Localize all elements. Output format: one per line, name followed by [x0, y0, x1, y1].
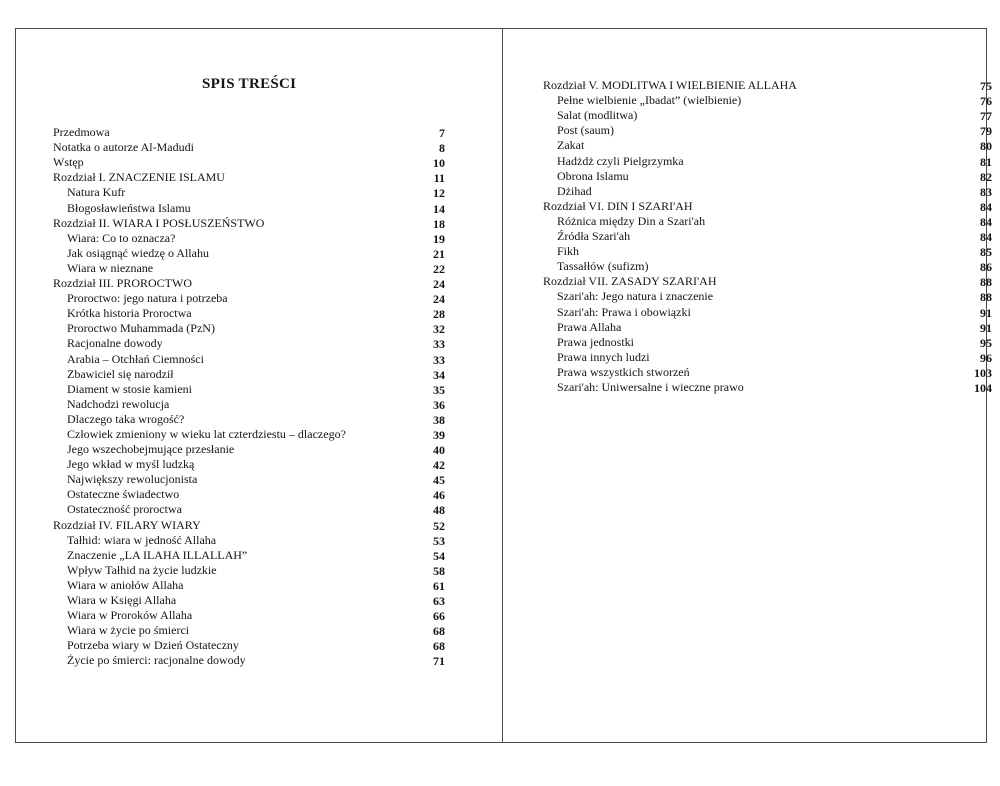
toc-entry-label: Rozdział VI. DIN I SZARI'AH	[543, 198, 693, 213]
toc-page-number: 80	[980, 139, 992, 154]
toc-page-number: 84	[980, 214, 992, 229]
toc-entry-label: Salat (modlitwa)	[557, 108, 638, 123]
toc-entry-label: Rozdział I. ZNACZENIE ISLAMU	[53, 170, 225, 185]
toc-page-number: 28	[433, 307, 445, 322]
book-spread	[15, 28, 992, 743]
toc-page-number: 58	[433, 563, 445, 578]
toc-page-number: 88	[980, 275, 992, 290]
toc-page-number: 18	[433, 216, 445, 231]
toc-entry-label: Rozdział V. MODLITWA I WIELBIENIE ALLAHA	[543, 78, 797, 93]
toc-page-number: 103	[974, 365, 992, 380]
toc-page-number: 24	[433, 292, 445, 307]
toc-page-number: 12	[433, 186, 445, 201]
toc-page-number: 33	[433, 337, 445, 352]
toc-entry-label: Ostateczność proroctwa	[67, 502, 182, 517]
toc-page-number: 84	[980, 230, 992, 245]
toc-page-number: 71	[433, 654, 445, 669]
toc-entry-label: Pełne wielbienie „Ibadat” (wielbienie)	[557, 93, 742, 108]
toc-entry-label: Wstęp	[53, 155, 84, 170]
toc-entry-label: Przedmowa	[53, 125, 110, 140]
toc-page-number: 95	[980, 335, 992, 350]
toc-entry-label: Wiara w Księgi Allaha	[67, 593, 177, 607]
toc-page-number: 38	[433, 412, 445, 427]
toc-entry-label: Szari'ah: Prawa i obowiązki	[557, 304, 691, 319]
toc-page-number: 52	[433, 518, 445, 533]
toc-entry-label: Znaczenie „LA ILAHA ILLALLAH”	[67, 547, 248, 562]
toc-page-number: 14	[433, 201, 445, 216]
toc-entry-label: Wiara w nieznane	[67, 260, 154, 275]
toc-page-number: 91	[980, 305, 992, 320]
toc-entry-label: Obrona Islamu	[557, 168, 629, 183]
toc-page-number: 35	[433, 382, 445, 397]
toc-page-number: 10	[433, 156, 445, 171]
toc-entry-label: Prawa Allaha	[557, 319, 622, 334]
toc-entry-label: Tałhid: wiara w jedność Allaha	[67, 532, 217, 547]
toc-page-number: 11	[433, 171, 445, 186]
toc-page-number: 68	[433, 639, 445, 654]
toc-entry-label: Jak osiągnąć wiedzę o Allahu	[67, 245, 209, 260]
toc-page-number: 91	[980, 320, 992, 335]
toc-page-number: 68	[433, 624, 445, 639]
toc-page-number: 34	[433, 367, 445, 382]
toc-entry-label: Błogosławieństwa Islamu	[67, 200, 191, 215]
toc-page-number: 19	[433, 231, 445, 246]
toc-entry-label: Największy rewolucjonista	[67, 472, 198, 487]
toc-entry-label: Szari'ah: Jego natura i znaczenie	[557, 289, 714, 304]
toc-page-number: 39	[433, 427, 445, 442]
toc-title: SPIS TREŚCI	[202, 76, 297, 92]
toc-page-number: 76	[980, 94, 992, 109]
toc-page-number: 53	[433, 533, 445, 548]
toc-entry-label: Tassałłów (sufizm)	[557, 259, 649, 274]
toc-entry-label: Krótka historia Proroctwa	[67, 306, 192, 321]
toc-page-number: 81	[980, 154, 992, 169]
toc-entry-label: Wiara w życie po śmierci	[67, 623, 190, 638]
toc-entry-label: Rozdział VII. ZASADY SZARI'AH	[543, 274, 717, 289]
toc-entry-label: Prawa jednostki	[557, 334, 634, 349]
toc-entry-label: Życie po śmierci: racjonalne dowody	[67, 653, 246, 668]
toc-page-number: 45	[433, 473, 445, 488]
toc-page-number: 85	[980, 245, 992, 260]
toc-page-number: 63	[433, 594, 445, 608]
toc-page-number: 24	[433, 277, 445, 292]
toc-entry-label: Natura Kufr	[67, 185, 126, 200]
toc-entry-label: Zbawiciel się narodził	[67, 366, 174, 381]
toc-page-number: 32	[433, 322, 445, 337]
toc-entry-label: Prawa wszystkich stworzeń	[557, 364, 690, 379]
toc-entry-label: Zakat	[557, 138, 585, 153]
toc-entry-label: Rozdział IV. FILARY WIARY	[53, 517, 201, 532]
toc-page-number: 42	[433, 458, 445, 473]
toc-page-number: 8	[439, 141, 445, 156]
toc-entry-label: Wiara w Proroków Allaha	[67, 608, 193, 623]
toc-page-number: 96	[980, 350, 992, 365]
toc-entry-label: Diament w stosie kamieni	[67, 381, 192, 396]
toc-entry-label: Wiara w aniołów Allaha	[67, 577, 184, 592]
toc-entry-label: Różnica między Din a Szari'ah	[557, 213, 706, 228]
toc-page-number: 79	[980, 124, 992, 139]
toc-entry-label: Racjonalne dowody	[67, 336, 163, 351]
toc-page-number: 22	[433, 261, 445, 276]
toc-page-number: 75	[980, 79, 992, 94]
toc-page-number: 33	[433, 352, 445, 367]
toc-page-number: 36	[433, 397, 445, 412]
toc-entry-label: Fikh	[557, 244, 580, 259]
toc-entry-label: Dżihad	[557, 183, 592, 198]
toc-entry-label: Notatka o autorze Al-Madudi	[53, 140, 194, 155]
toc-entry-label: Arabia – Otchłań Ciemności	[67, 351, 204, 366]
toc-entry-label: Człowiek zmieniony w wieku lat czterdziestu – dlaczego?	[67, 426, 346, 441]
toc-page-number: 84	[980, 199, 992, 214]
toc-page-number: 77	[980, 109, 992, 124]
toc-page-number: 82	[980, 169, 992, 184]
toc-entry-label: Jego wkład w myśl ludzką	[67, 457, 195, 472]
toc-page-number: 48	[433, 503, 445, 518]
toc-entry-label: Potrzeba wiary w Dzień Ostateczny	[67, 638, 239, 653]
toc-entry-label: Hadżdż czyli Pielgrzymka	[557, 153, 684, 168]
toc-entry-label: Nadchodzi rewolucja	[67, 396, 170, 411]
toc-entry-label: Wpływ Tałhid na życie ludzkie	[67, 562, 217, 577]
toc-entry-label: Proroctwo Muhammada (PzN)	[67, 321, 215, 336]
right-page	[503, 29, 992, 742]
toc-entry-label: Rozdział III. PROROCTWO	[53, 276, 192, 291]
toc-entry-label: Proroctwo: jego natura i potrzeba	[67, 291, 228, 306]
toc-page-number: 40	[433, 443, 445, 458]
toc-entry-label: Jego wszechobejmujące przesłanie	[67, 442, 235, 457]
toc-page-number: 88	[980, 290, 992, 305]
toc-entry-label: Prawa innych ludzi	[557, 349, 650, 364]
toc-entry-label: Dlaczego taka wrogość?	[67, 411, 185, 426]
toc-entry-label: Szari'ah: Uniwersalne i wieczne prawo	[557, 379, 744, 394]
toc-page-number: 46	[433, 488, 445, 503]
toc-page-number: 66	[433, 609, 445, 624]
left-page	[16, 29, 502, 742]
toc-entry-label: Rozdział II. WIARA I POSŁUSZEŃSTWO	[53, 215, 265, 230]
toc-page-number: 7	[439, 126, 445, 141]
toc-page-number: 61	[433, 578, 445, 593]
toc-page-number: 86	[980, 260, 992, 275]
toc-entry-label: Wiara: Co to oznacza?	[67, 230, 176, 245]
toc-entry-label: Ostateczne świadectwo	[67, 487, 180, 502]
toc-page-number: 54	[433, 548, 445, 563]
toc-entry-label: Źródła Szari'ah	[557, 229, 631, 244]
toc-entry-label: Post (saum)	[557, 123, 614, 138]
toc-page-number: 21	[433, 246, 445, 261]
toc-page-number: 104	[974, 380, 992, 395]
toc-page-number: 83	[980, 184, 992, 199]
